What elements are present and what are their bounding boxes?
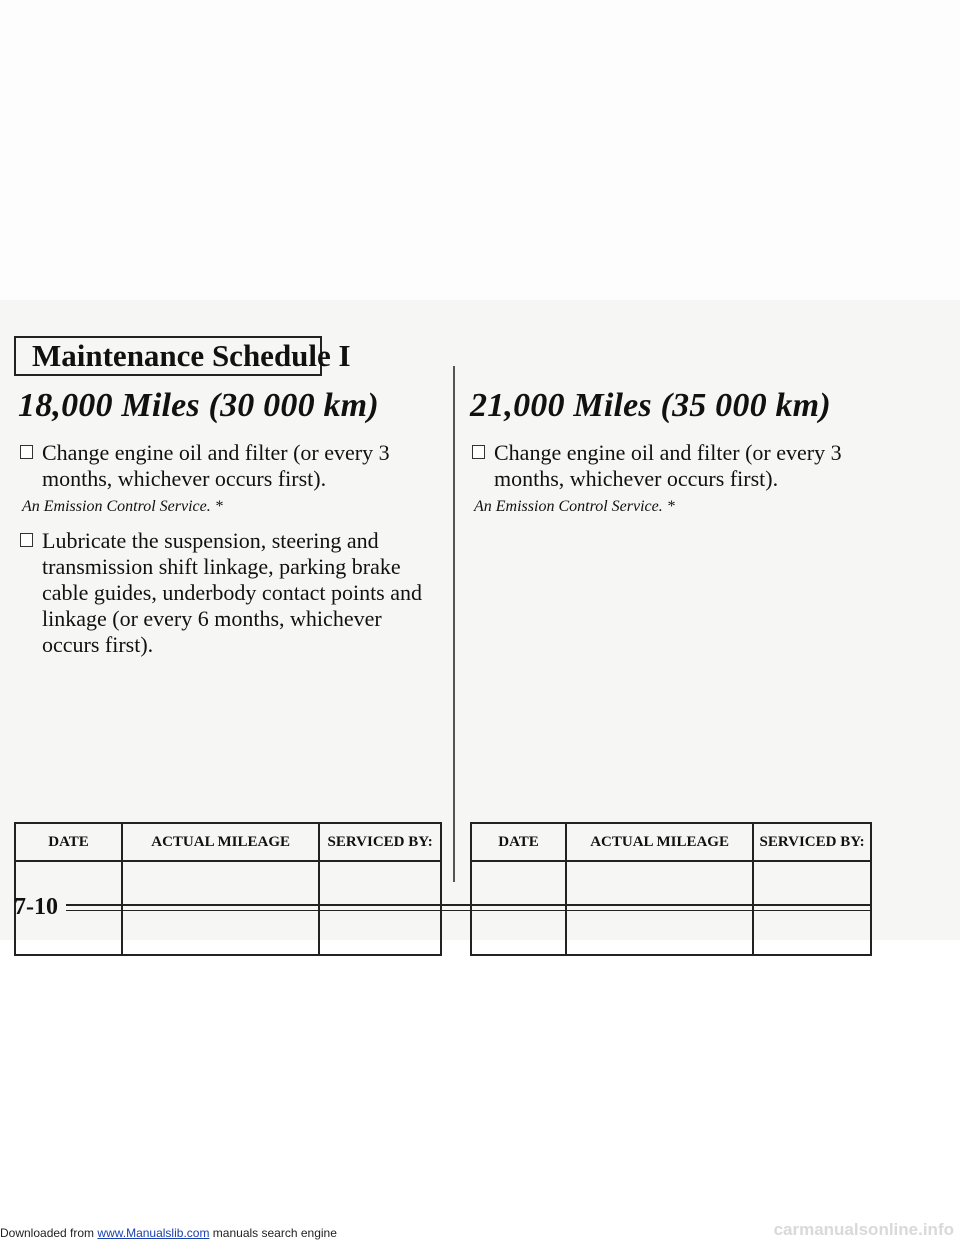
- footer-prefix: Downloaded from: [0, 1226, 95, 1240]
- task-item: [470, 440, 894, 492]
- service-log-table-right: [470, 822, 872, 956]
- service-log-table-left: [14, 822, 442, 956]
- footer-suffix: manuals search engine: [212, 1226, 337, 1240]
- section-18000-miles: [18, 384, 438, 658]
- section-21000-miles: [470, 384, 890, 516]
- header-date: DATE: [15, 823, 122, 861]
- column-divider: [453, 366, 455, 882]
- emission-note: An Emission Control Service. *: [474, 498, 675, 515]
- checkbox-icon[interactable]: [20, 533, 33, 547]
- task-item: [18, 528, 442, 658]
- page-number: 7-10: [14, 894, 58, 920]
- emission-note: An Emission Control Service. *: [22, 498, 223, 515]
- header-actual-mileage: ACTUAL MILEAGE: [566, 823, 753, 861]
- header-date: DATE: [471, 823, 566, 861]
- manualslib-link[interactable]: www.Manualslib.com: [97, 1226, 210, 1240]
- task-text: Change engine oil and filter (or every 3 months, whichever occurs first).: [42, 440, 390, 491]
- page-top-margin: [0, 0, 960, 300]
- download-footer: [0, 1226, 337, 1240]
- footer-rule: [66, 904, 872, 906]
- section-heading: 21,000 Miles (35 000 km): [470, 387, 831, 424]
- task-text: Change engine oil and filter (or every 3 months, whichever occurs first).: [494, 440, 842, 491]
- checkbox-icon[interactable]: [20, 445, 33, 459]
- header-serviced-by: SERVICED BY:: [753, 823, 871, 861]
- serviced-by-cell[interactable]: [753, 861, 871, 955]
- watermark: carmanualsonline.info: [773, 1220, 954, 1239]
- checkbox-icon[interactable]: [472, 445, 485, 459]
- task-item: [18, 440, 442, 492]
- header-serviced-by: SERVICED BY:: [319, 823, 441, 861]
- date-cell[interactable]: [471, 861, 566, 955]
- footer-rule: [66, 910, 872, 911]
- mileage-cell[interactable]: [566, 861, 753, 955]
- section-heading: 18,000 Miles (30 000 km): [18, 387, 379, 424]
- header-actual-mileage: ACTUAL MILEAGE: [122, 823, 319, 861]
- schedule-title: Maintenance Schedule I: [14, 336, 322, 376]
- serviced-by-cell[interactable]: [319, 861, 441, 955]
- mileage-cell[interactable]: [122, 861, 319, 955]
- task-text: Lubricate the suspension, steering and transmission shift linkage, parking brake cable guides, underbody contact points and linkage (or every 6 months, whichever occurs first).: [42, 528, 423, 657]
